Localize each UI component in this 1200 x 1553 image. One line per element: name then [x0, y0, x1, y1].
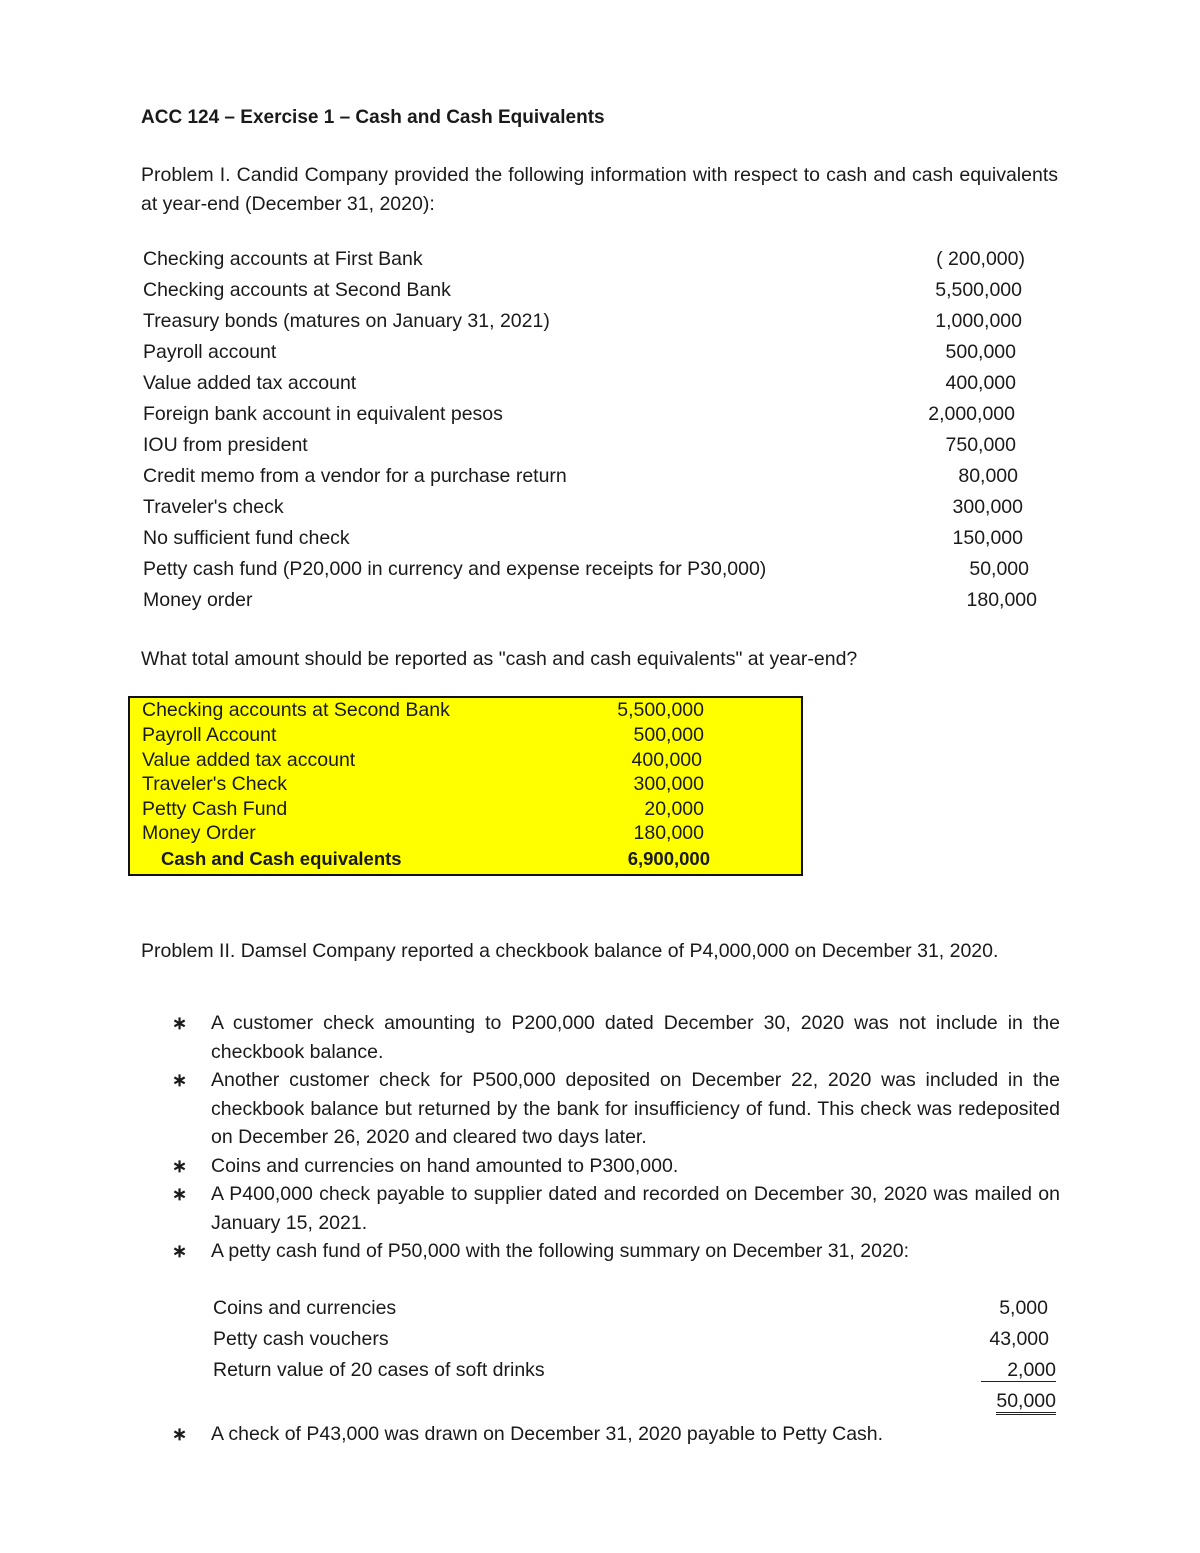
asterisk-bullet-icon: ∗ — [172, 1070, 188, 1090]
document-title: ACC 124 – Exercise 1 – Cash and Cash Equivalents — [141, 107, 605, 128]
answer-row — [142, 798, 802, 823]
item-label: Traveler's check — [143, 496, 284, 518]
list-item — [143, 403, 1043, 434]
item-label: Payroll account — [143, 341, 277, 363]
bullet-item — [172, 1009, 1060, 1066]
list-item — [143, 279, 1043, 310]
answer-row — [142, 724, 802, 749]
petty-cash-label: Petty cash vouchers — [213, 1328, 389, 1350]
bullet-text: A customer check amounting to P200,000 dated December 30, 2020 was not include in the checkbook balance. — [211, 1012, 1060, 1063]
item-label: Checking accounts at Second Bank — [143, 279, 451, 301]
list-item — [143, 589, 1043, 620]
item-amount: 1,000,000 — [935, 310, 1022, 332]
item-amount: 80,000 — [958, 465, 1018, 487]
problem1-question: What total amount should be reported as "cash and cash equivalents" at year-end? — [141, 648, 858, 670]
item-amount: 180,000 — [966, 589, 1037, 611]
answer-row — [142, 773, 802, 798]
petty-cash-label: Return value of 20 cases of soft drinks — [213, 1359, 545, 1381]
item-label: Credit memo from a vendor for a purchase return — [143, 465, 567, 487]
petty-cash-row — [213, 1297, 1058, 1328]
answer-label: Payroll Account — [142, 724, 277, 746]
problem2-bullet-list — [172, 1009, 1060, 1266]
asterisk-bullet-icon: ∗ — [172, 1184, 188, 1204]
item-label: Money order — [143, 589, 253, 611]
answer-amount: 180,000 — [633, 822, 704, 844]
item-amount: 5,500,000 — [935, 279, 1022, 301]
item-label: Treasury bonds (matures on January 31, 2021) — [143, 310, 550, 332]
item-label: Foreign bank account in equivalent pesos — [143, 403, 503, 425]
list-item — [143, 527, 1043, 558]
answer-row — [142, 699, 802, 724]
problem1-intro: Problem I. Candid Company provided the following information with respect to cash and cash equivalents at year-end (December 31, 2020): — [141, 164, 1058, 215]
petty-cash-summary — [213, 1297, 1058, 1421]
answer-label: Petty Cash Fund — [142, 798, 288, 820]
bullet-item — [172, 1180, 1060, 1237]
item-amount: 50,000 — [969, 558, 1029, 580]
petty-cash-amount: 2,000 — [981, 1359, 1056, 1382]
bullet-text: A P400,000 check payable to supplier dated and recorded on December 30, 2020 was mailed on January 15, 2021. — [211, 1183, 1060, 1234]
problem1-items-list — [143, 248, 1043, 620]
petty-cash-row — [213, 1328, 1058, 1359]
item-label: No sufficient fund check — [143, 527, 350, 549]
item-amount: 400,000 — [945, 372, 1016, 394]
answer-total-label: Cash and Cash equivalents — [161, 848, 402, 869]
item-amount: 2,000,000 — [928, 403, 1015, 425]
list-item — [143, 558, 1043, 589]
bullet-text: A check of P43,000 was drawn on December 31, 2020 payable to Petty Cash. — [211, 1423, 884, 1445]
list-item — [143, 310, 1043, 341]
item-amount: ( 200,000) — [936, 248, 1025, 270]
list-item — [143, 372, 1043, 403]
bullet-text: Another customer check for P500,000 deposited on December 22, 2020 was included in the checkbook balance but returned by the bank for insufficiency of fund. This check was redeposited on December 26, 2020 and cleared two days later. — [211, 1069, 1060, 1148]
asterisk-bullet-icon: ∗ — [172, 1155, 188, 1176]
petty-cash-total: 50,000 — [996, 1390, 1056, 1415]
petty-cash-row — [213, 1359, 1058, 1390]
answer-highlight-box — [128, 696, 803, 876]
petty-cash-total-row — [213, 1390, 1058, 1421]
answer-total-row — [142, 848, 802, 873]
answer-label: Checking accounts at Second Bank — [142, 699, 450, 721]
answer-amount: 300,000 — [633, 773, 704, 795]
problem2-last-bullet — [172, 1420, 1060, 1449]
item-amount: 150,000 — [952, 527, 1023, 549]
item-amount: 500,000 — [945, 341, 1016, 363]
answer-amount: 20,000 — [644, 798, 704, 820]
list-item — [143, 496, 1043, 527]
answer-amount: 5,500,000 — [617, 699, 704, 721]
petty-cash-amount: 43,000 — [989, 1328, 1049, 1350]
bullet-item — [172, 1420, 1060, 1449]
item-amount: 750,000 — [945, 434, 1016, 456]
item-amount: 300,000 — [952, 496, 1023, 518]
asterisk-bullet-icon: ∗ — [172, 1241, 188, 1261]
item-label: Checking accounts at First Bank — [143, 248, 423, 270]
item-label: Petty cash fund (P20,000 in currency and expense receipts for P30,000) — [143, 558, 767, 580]
list-item — [143, 434, 1043, 465]
answer-label: Money Order — [142, 822, 256, 844]
bullet-text: Coins and currencies on hand amounted to P300,000. — [211, 1154, 679, 1177]
answer-amount: 400,000 — [631, 749, 702, 771]
answer-label: Value added tax account — [142, 749, 356, 771]
answer-row — [142, 822, 802, 847]
item-label: Value added tax account — [143, 372, 357, 394]
asterisk-bullet-icon: ∗ — [172, 1424, 188, 1444]
list-item — [143, 248, 1043, 279]
item-label: IOU from president — [143, 434, 308, 456]
bullet-item — [172, 1152, 1060, 1181]
answer-row — [142, 749, 802, 774]
answer-label: Traveler's Check — [142, 773, 287, 795]
answer-amount: 500,000 — [633, 724, 704, 746]
bullet-item — [172, 1237, 1060, 1266]
answer-total-amount: 6,900,000 — [627, 848, 710, 869]
petty-cash-label: Coins and currencies — [213, 1297, 397, 1319]
petty-cash-amount: 5,000 — [999, 1297, 1048, 1319]
list-item — [143, 465, 1043, 496]
list-item — [143, 341, 1043, 372]
bullet-text: A petty cash fund of P50,000 with the following summary on December 31, 2020: — [211, 1240, 910, 1262]
problem2-intro: Problem II. Damsel Company reported a checkbook balance of P4,000,000 on December 31, 2020. — [141, 940, 999, 962]
bullet-item — [172, 1066, 1060, 1152]
asterisk-bullet-icon: ∗ — [172, 1013, 188, 1033]
